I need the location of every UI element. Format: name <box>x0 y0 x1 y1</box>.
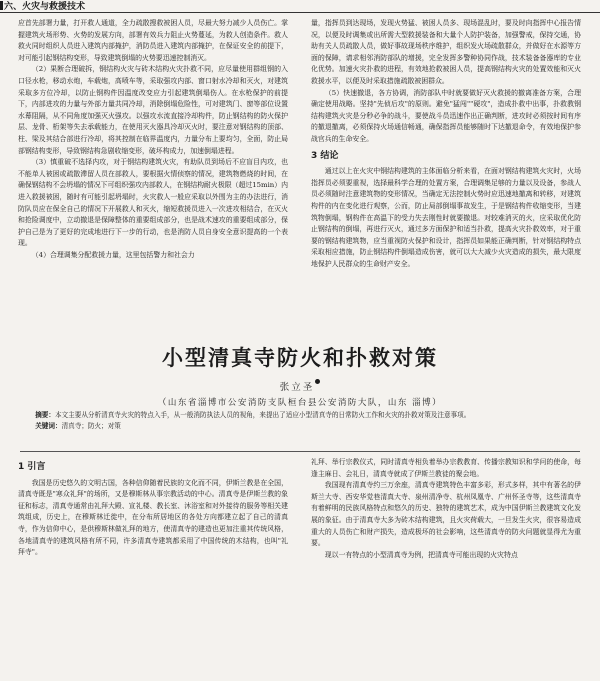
paragraph: 礼拜、举行宗教仪式，同时清真寺相负着举办宗教教育、传播宗教知识和学问的使命，每逢主麻日、会礼日，清真寺就成了伊斯兰教徒的聚会地。 <box>311 458 581 478</box>
running-header-text: 六、火灾与救援技术 <box>4 2 86 12</box>
paragraph: 应首先部署力量，打开救人通道，全力疏散搜救被困人员，尽最大努力减少人员伤亡。掌握建筑火场形势、火势的发展方向，部署有效兵力阻止火势蔓延，为救人创造条件。救人救火同时组织人员进入建筑内部掩护，消防员进入建筑内部掩护，在保证安全的前提下，对可能引起钢结构变形，导致建筑倒塌的火势要迅速控制消灭。 <box>18 19 288 62</box>
paragraph: 现以一有特点的小型清真寺为例，把清真寺可能出现的火灾特点 <box>324 550 518 559</box>
paragraph: （2）果断合理破拆，钢结构火灾与砖木结构火灾扑救不同，应尽量使用群组钢的入口径水枪，移动水炮，车载炮，高喷车等，采取强攻内部、窗口射水冷却和灭火，对建筑采取多方位冷却，以防止钢构件因温度改变应力引起建筑倒塌伤人。在水枪保护的前提下，内部进攻的力量与外部力量共同冷却，消除倒塌危险性，可对建筑门、窗等部位设置水幕阻隔，从不同角度加强灭火强攻。以强攻水流直接冷却构件，防止钢结构的防火保护层、龙骨、桁架等失去承载能力，在使用灭火器具冷却灭火时，要注意对钢结构的顶部、柱、梁及其结合部进行冷却，将其控制在临界温度内，力量分布上要均匀，全面，防止局部钢结构变形，导致钢结构急剧收缩变形，破坏构成力，加速倒塌进程。 <box>18 65 288 155</box>
article-header <box>0 336 600 408</box>
section-divider <box>20 451 580 452</box>
section-heading-introduction: 1 引言 <box>18 462 46 472</box>
abstract-label: 摘要： <box>35 411 55 419</box>
author-footnote-marker <box>315 379 320 384</box>
author-name: 张立圣 <box>279 382 315 393</box>
paragraph: 量，指挥员到达现场，发现火势猛、被困人员多、现场混乱时，要及时向指挥中心报告情况，以便及时调集或出所需大型救援装备和大量个人防护装备，加强警戒，保持交通，协助有关人员疏散人员，做好事故现场秩序维护，组织发火场疏散群众，并做好在水源等方面的保障，请求相邻消防部队的增援，完全发挥多警种协同作战，技术装备备器库的专业化优势。加速火灾扑救的进程，有效地抢救被困人员，提高钢结构火灾的处置效能和灭火救援水平，以便及时采取措施疏散被困群众。 <box>311 19 581 85</box>
previous-article-left-column <box>18 18 288 336</box>
abstract-summary <box>22 410 578 421</box>
running-header <box>0 0 600 13</box>
abstract-keywords <box>22 421 578 432</box>
author-affiliation: （山东省淄博市公安消防支队桓台县公安消防大队，山东 淄博） <box>157 398 443 408</box>
paragraph: （4）合理调集分配救援力量，这里包括警力和社会力 <box>31 250 195 259</box>
keywords-text: 清真寺；防火；对策 <box>61 422 121 430</box>
paragraph: 通过以上在火灾中钢结构建筑的主体面临分析来看，在面对钢结构建筑火灾时，火场指挥员必须要重视，选择最科学合理的处置方案，合理调集足够的力量以及设备，参战人员必须随时注意建筑物的变形情况，当确定无法控制火势时应迅速地撤离和转移，对建筑构件的内在变化进行观察，公而，防止局部倒塌事故发生，于是钢结构件收缩变形，当建筑物倒塌，钢构件在高温下的受力失去刚性时就要撤退。对较难消灭的火，应采取优化防止钢结构的倒塌，再进行灭火，通过多方面保护和适当扑救，提高火灾扑救效率，对于重要的钢结构建筑物，应当重视防火保护和设计，指挥员如果能正确判断，针对钢结构特点采取相应措施，防止钢结构件倒塌造成伤害，就可以大大减少火灾造成的损失，最大限度地保护人民群众的生命财产安全。 <box>311 167 581 268</box>
abstract <box>22 410 578 432</box>
paragraph: （3）慎重破不选择内攻，对于钢结构建筑火灾，有助队员到场后不应盲目内攻，也不能单人被困或疏散滞留人员在部救人，要根据火情侦察的情况，建筑物燃烧的时间，在确保钢结构不会坍塌的情况下可组织强攻内部救人，在钢结构耐火极限（超过15min）内进入救援被困，随时有可能引起坍塌时，火灾救人一般应采取以外围为主的办法进行，消防队员应在保全自己的情况下开展救人和灭火，缩短救援员进入一次进攻相结合，在灭火和抢险调度中，立动撤退是保障整体的重要组成部分，也是战术速攻的重要组成部分，保护自己是为了更好的完成地进行下一步的行动，也是消防人员自身安全意识提高的一个表现。 <box>18 158 288 248</box>
header-mark <box>0 1 3 10</box>
section-heading-conclusion: 3 结论 <box>311 150 339 161</box>
article-title: 小型清真寺防火和扑救对策 <box>162 346 438 370</box>
article-left-column <box>18 457 288 677</box>
article-right-column <box>311 457 581 677</box>
abstract-text: 本文主要从分析清真寺火灾的特点入手，从一般消防执法人员的视角，来提出了适应小型清真寺的日常防火工作和火灾的扑救对策及注意事项。 <box>54 411 471 419</box>
paragraph: 我国是历史悠久的文明古国，各种信仰随着民族的文化而不同，伊斯兰教是在全国，清真寺既是"寒众礼拜"的场所，又是穆斯林从事宗教活动的中心。清真寺是伊斯兰教的象征和标志，清真寺通常由礼拜大殿、宣礼楼、教长室、沐浴室和对外接待的服务等相关建筑组成，历史上，在穆斯林迁徙中，在分布所居地区的各处方向都建立起了自己的清真寺，作为信仰中心，是供穆斯林做礼拜的地方，使清真寺的建造也更加注重其传统风格，各地清真寺的建筑风格有所不同，许多清真寺建筑都采用了中国传统的木结构，也叫"礼拜寺"。 <box>18 478 288 557</box>
previous-article-right-column <box>311 18 581 340</box>
paragraph: 我国现有清真寺约三万余座，清真寺建筑特色丰富多彩，形式多样，其中有著名的伊斯兰大寺、西安华觉巷清真大寺、泉州清净寺、杭州凤凰寺、广州怀圣寺等，这些清真寺有着鲜明的民族风格特点和悠久的历史、独特的建筑艺术，成为中国伊斯兰教建筑文化发展的象征。由于清真寺大多为砖木结构建筑，且火灾荷载大，一旦发生火灾，很容易造成重大的人员伤亡和财产损失，造成极坏的社会影响，这些清真寺的防火问题就显得尤为重要。 <box>311 481 581 548</box>
keywords-label: 关键词： <box>35 422 62 430</box>
paragraph: （5）快速撤退，各方协调，消防部队中时就要做好灭火救援的撤离准备方案，合理确定使用战略。坚持"先侦后攻"的原则。避免"猛闯""硬攻"，造成扑救中出事，扑救教钢结构建筑火灾是分秒必争的战斗，要使战斗员迅速作出正确判断，进攻时必须按时间有序的撤退撤离，必须保持火场通信畅通，确保指挥员能够随时下达撤退命令，有效地保护参战官兵的生命安全。 <box>311 88 581 143</box>
author-line <box>0 379 600 393</box>
